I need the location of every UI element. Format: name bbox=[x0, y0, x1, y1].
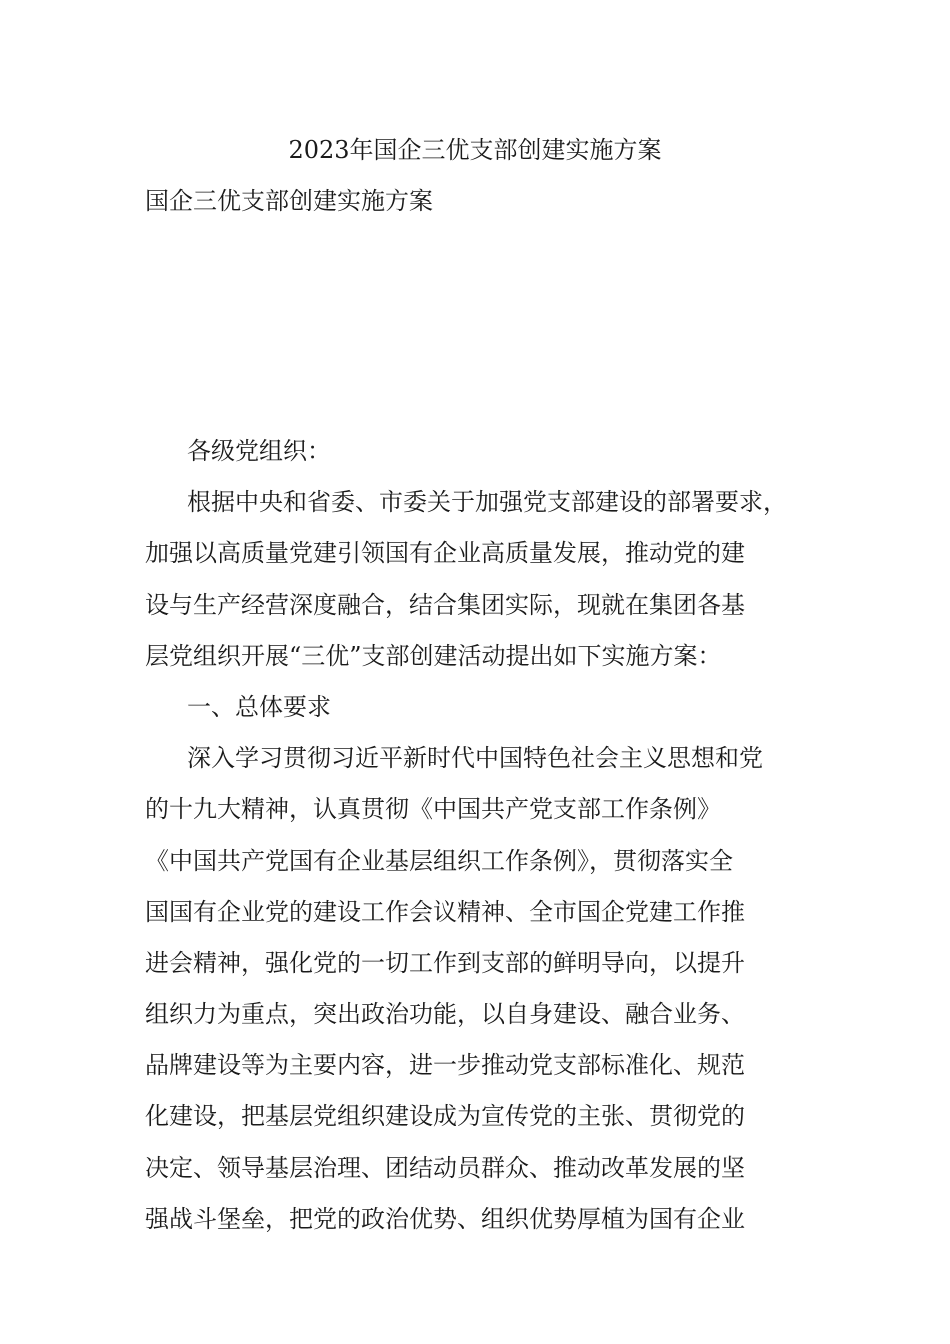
paragraph-line: 化建设，把基层党组织建设成为宣传党的主张、贯彻党的 bbox=[145, 1102, 745, 1131]
paragraph-line: 品牌建设等为主要内容，进一步推动党支部标准化、规范 bbox=[145, 1051, 745, 1080]
paragraph-line: 国国有企业党的建设工作会议精神、全市国企党建工作推 bbox=[145, 897, 745, 926]
paragraph-line: 层党组织开展“三优”支部创建活动提出如下实施方案： bbox=[145, 641, 722, 670]
document-title: 2023年国企三优支部创建实施方案 bbox=[288, 136, 662, 164]
document-body bbox=[145, 426, 815, 1245]
paragraph-line: 进会精神，强化党的一切工作到支部的鲜明导向，以提升 bbox=[145, 948, 745, 977]
document-subtitle: 国企三优支部创建实施方案 bbox=[145, 187, 433, 215]
salutation-line: 各级党组织： bbox=[187, 437, 331, 465]
paragraph-line: 决定、领导基层治理、团结动员群众、推动改革发展的坚 bbox=[145, 1153, 745, 1182]
paragraph-line: 《中国共产党国有企业基层组织工作条例》，贯彻落实全 bbox=[145, 846, 733, 875]
section-heading: 一、总体要求 bbox=[187, 692, 331, 721]
paragraph-line: 组织力为重点，突出政治功能，以自身建设、融合业务、 bbox=[145, 1000, 745, 1029]
paragraph-line: 加强以高质量党建引领国有企业高质量发展，推动党的建 bbox=[145, 539, 745, 568]
paragraph-line: 深入学习贯彻习近平新时代中国特色社会主义思想和党 bbox=[187, 744, 763, 773]
paragraph-line: 强战斗堡垒，把党的政治优势、组织优势厚植为国有企业 bbox=[145, 1204, 745, 1233]
paragraph-line: 根据中央和省委、市委关于加强党支部建设的部署要求， bbox=[187, 488, 787, 517]
paragraph-line: 设与生产经营深度融合，结合集团实际，现就在集团各基 bbox=[145, 590, 745, 619]
paragraph-line: 的十九大精神，认真贯彻《中国共产党支部工作条例》 bbox=[145, 795, 721, 824]
